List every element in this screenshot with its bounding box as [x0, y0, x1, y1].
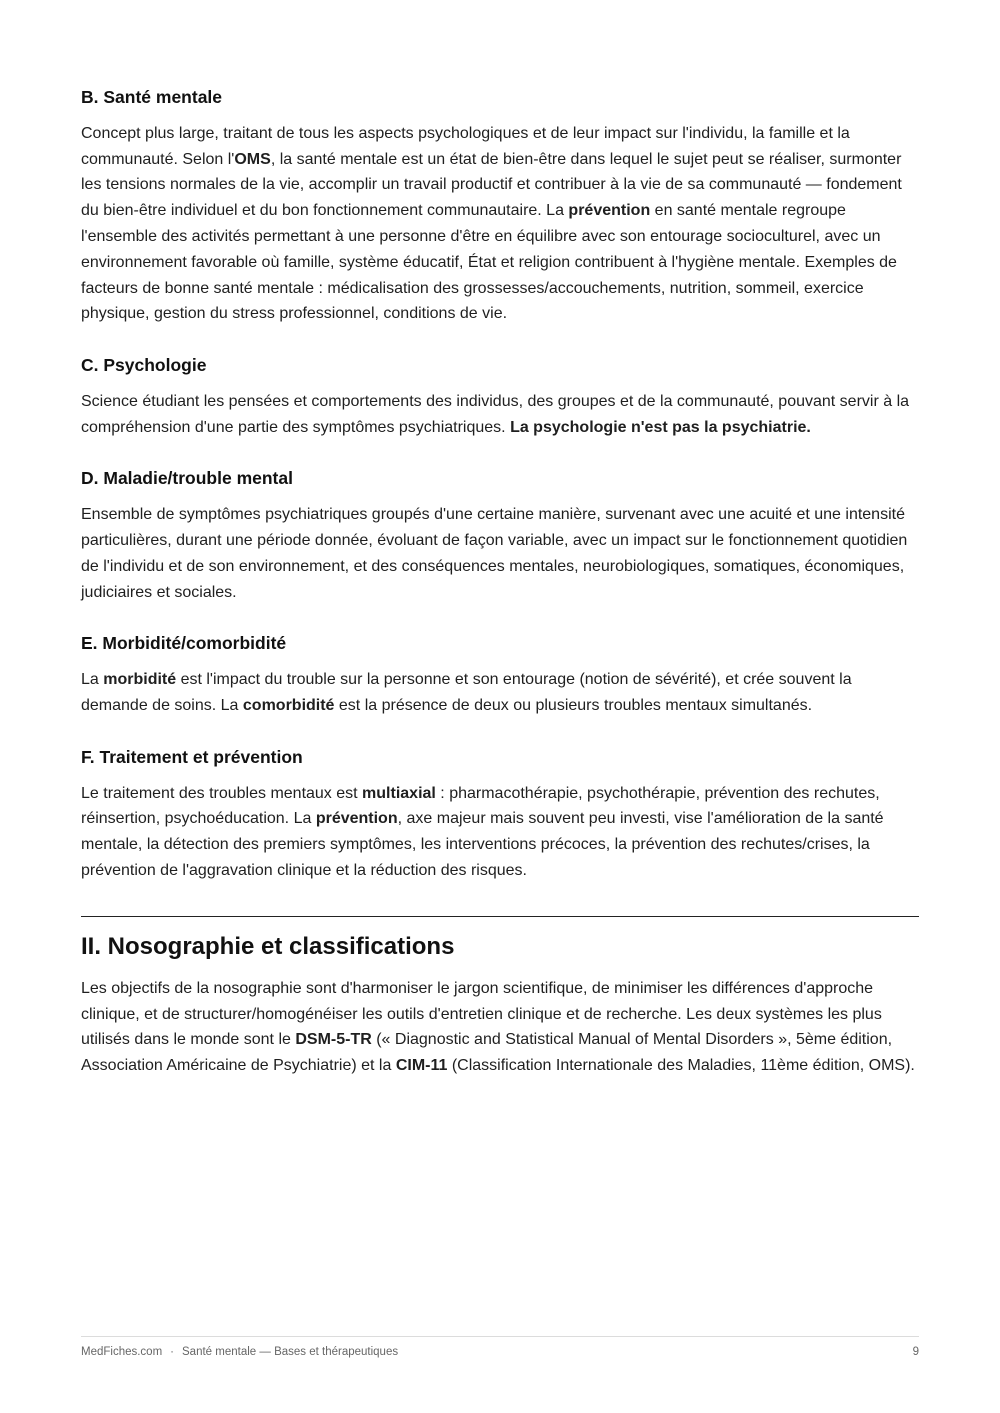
bold-term: DSM-5-TR [295, 1031, 372, 1049]
footer-left [81, 1346, 398, 1358]
section-morbidite-comorbidite [81, 632, 919, 718]
chapter-paragraph: Les objectifs de la nosographie sont d'harmoniser le jargon scientifique, de minimiser les différences d'approche clinique, et de structurer/homogénéiser les outils d'entretien clinique et de recherche. Les deux systèmes les plus utilisés dans le monde sont le DSM-5-TR (« Diagnostic and Statistical Manual of Mental Disorders », 5ème édition, Association Américaine de Psychiatrie) et la CIM-11 (Classification Internationale des Maladies, 11ème édition, OMS). [81, 979, 915, 1075]
section-heading: C. Psychologie [81, 355, 207, 376]
footer-site: MedFiches.com [81, 1346, 163, 1358]
chapter-divider [81, 916, 919, 917]
footer-separator: · [170, 1346, 175, 1358]
bold-term: morbidité [103, 671, 177, 689]
page-content [81, 86, 919, 1079]
page-footer [81, 1336, 919, 1358]
section-sante-mentale [81, 86, 919, 327]
bold-term: multiaxial [362, 784, 436, 802]
chapter-heading: II. Nosographie et classifications [81, 932, 455, 960]
section-paragraph: Le traitement des troubles mentaux est multiaxial : pharmacothérapie, psychothérapie, prévention des rechutes, réinsertion, psychoéducation. La prévention, axe majeur mais souvent peu investi, vise l'amélioration de la santé mentale, la détection des premiers symptômes, les interventions précoces, la prévention des rechutes/crises, la prévention de l'aggravation clinique et la réduction des risques. [81, 784, 884, 879]
section-heading: D. Maladie/trouble mental [81, 468, 293, 489]
section-heading: F. Traitement et prévention [81, 746, 303, 767]
bold-term: comorbidité [242, 696, 335, 714]
bold-term: prévention [315, 810, 398, 828]
bold-term: prévention [568, 202, 651, 220]
section-traitement-prevention [81, 746, 919, 884]
section-paragraph: Science étudiant les pensées et comportements des individus, des groupes et de la communauté, pouvant servir à la compréhension d'une partie des symptômes psychiatriques. La psychologie n'est pas la psychiatrie. [81, 392, 910, 436]
section-paragraph: La morbidité est l'impact du trouble sur la personne et son entourage (notion de sévérité), et crée souvent la demande de soins. La comorbidité est la présence de deux ou plusieurs troubles mentaux simultanés. [81, 671, 852, 714]
section-psychologie [81, 354, 919, 440]
footer-page-number: 9 [912, 1346, 919, 1358]
bold-term: OMS [234, 150, 271, 168]
chapter-nosographie [81, 931, 919, 1079]
section-paragraph: Ensemble de symptômes psychiatriques groupés d'une certaine manière, survenant avec une acuité et une intensité particulières, durant une période donnée, évoluant de façon variable, avec un impact sur le fonctionnement quotidien de l'individu et de son environnement, et des conséquences mentales, neurobiologiques, somatiques, économiques, judiciaires et sociales. [81, 506, 908, 601]
section-heading: E. Morbidité/comorbidité [81, 633, 287, 654]
bold-term: La psychologie n'est pas la psychiatrie. [510, 418, 811, 436]
footer-doc-title: Santé mentale — Bases et thérapeutiques [182, 1346, 399, 1358]
bold-term: CIM-11 [395, 1057, 448, 1075]
section-maladie-trouble-mental [81, 467, 919, 605]
section-heading: B. Santé mentale [81, 87, 223, 107]
section-paragraph: Concept plus large, traitant de tous les aspects psychologiques et de leur impact sur l'individu, la famille et la communauté. Selon l'OMS, la santé mentale est un état de bien-être dans lequel le sujet peut se réaliser, surmonter les tensions normales de la vie, accomplir un travail productif et contribuer à la vie de sa communauté — fondement du bien-être individuel et du bon fonctionnement communautaire. La prévention en santé mentale regroupe l'ensemble des activités permettant à une personne d'être en équilibre avec son entourage socioculturel, avec un environnement favorable où famille, système éducatif, État et religion contribuent à l'hygiène mentale. Exemples de facteurs de bonne santé mentale : médicalisation des grossesses/accouchements, nutrition, sommeil, exercice physique, gestion du stress professionnel, conditions de vie. [81, 124, 902, 323]
